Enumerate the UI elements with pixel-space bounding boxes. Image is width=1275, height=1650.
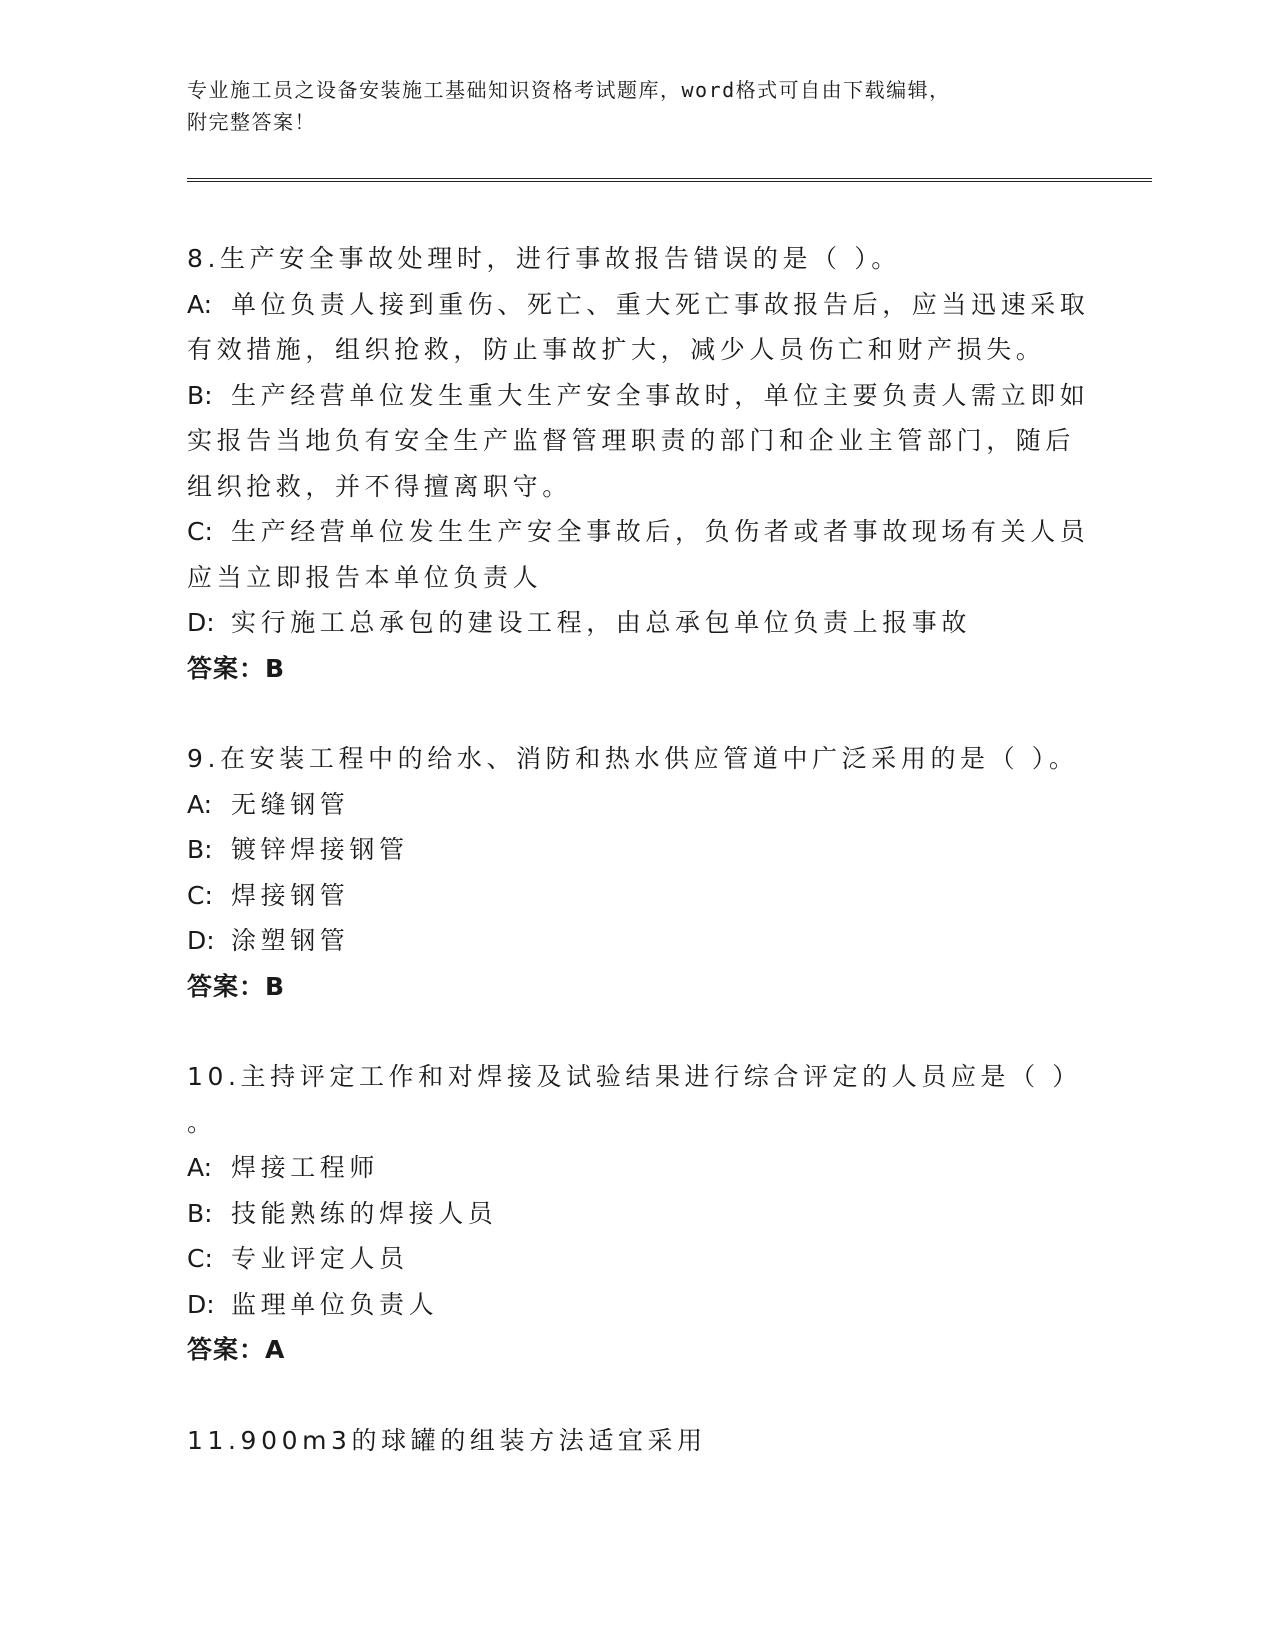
option-d — [187, 600, 1087, 646]
option-text: 专业评定人员 — [231, 1244, 409, 1273]
option-key: D: — [187, 1289, 215, 1319]
option-text: 技能熟练的焊接人员 — [231, 1198, 498, 1228]
header-divider — [187, 178, 1152, 182]
question-list — [187, 236, 1090, 1463]
option-text: 焊接钢管 — [231, 880, 350, 910]
option-b — [187, 827, 1087, 873]
option-text: 生产经营单位发生生产安全事故后，负伤者或者事故现场有关人员 — [231, 517, 1090, 546]
header-line-2: 附完整答案！ — [187, 110, 316, 134]
option-key: A: — [187, 289, 213, 319]
option-d — [187, 918, 1087, 964]
option-key: B: — [187, 1198, 213, 1228]
question-title: 8.生产安全事故处理时，进行事故报告错误的是（ ）。 — [187, 244, 901, 273]
option-d — [187, 1282, 1087, 1328]
question-9 — [187, 736, 1087, 1009]
option-text: 监理单位负责人 — [231, 1289, 439, 1319]
option-key: A: — [187, 1153, 213, 1182]
option-c-continued: 应当立即报告本单位负责人 — [187, 562, 543, 592]
option-c — [187, 509, 1090, 555]
question-gap — [187, 1009, 1087, 1054]
option-text: 生产经营单位发生重大生产安全事故时，单位主要负责人需立即如 — [231, 380, 1090, 410]
option-a — [187, 282, 1090, 328]
option-text: 单位负责人接到重伤、死亡、重大死亡事故报告后，应当迅速采取 — [231, 289, 1090, 319]
option-text: 涂塑钢管 — [231, 926, 350, 955]
question-title: 11.900m3的球罐的组装方法适宜采用 — [187, 1425, 707, 1455]
option-b — [187, 1191, 1087, 1237]
option-a — [187, 782, 1087, 828]
option-key: B: — [187, 380, 213, 410]
answer-line: 答案：B — [187, 971, 286, 1001]
option-key: C: — [187, 1244, 213, 1273]
option-key: D: — [187, 608, 215, 637]
option-c — [187, 1236, 1087, 1282]
option-key: B: — [187, 835, 213, 864]
option-key: A: — [187, 789, 213, 819]
question-gap — [187, 1373, 1087, 1418]
option-c — [187, 873, 1087, 919]
header-line-1: 专业施工员之设备安装施工基础知识资格考试题库，word格式可自由下载编辑， — [187, 78, 951, 102]
option-a-continued: 有效措施，组织抢救，防止事故扩大，减少人员伤亡和财产损失。 — [187, 335, 1046, 364]
option-b-continued: 实报告当地负有安全生产监督管理职责的部门和企业主管部门，随后 — [187, 426, 1076, 455]
question-title: 9.在安装工程中的给水、消防和热水供应管道中广泛采用的是（ ）。 — [187, 744, 1079, 773]
document-header — [187, 74, 1067, 138]
option-key: C: — [187, 880, 213, 910]
question-gap — [187, 691, 1087, 736]
answer-line: 答案：B — [187, 653, 286, 683]
answer-line: 答案：A — [187, 1335, 286, 1364]
option-text: 镀锌焊接钢管 — [231, 835, 409, 864]
question-title-continued: 。 — [187, 1107, 217, 1137]
option-a — [187, 1145, 1087, 1191]
question-title: 10.主持评定工作和对焊接及试验结果进行综合评定的人员应是（ ） — [187, 1062, 1082, 1091]
option-b — [187, 373, 1090, 419]
option-text: 焊接工程师 — [231, 1153, 380, 1182]
question-8 — [187, 236, 1090, 691]
option-key: D: — [187, 926, 215, 955]
option-text: 无缝钢管 — [231, 789, 350, 819]
option-key: C: — [187, 517, 213, 546]
question-10 — [187, 1054, 1087, 1373]
option-text: 实行施工总承包的建设工程，由总承包单位负责上报事故 — [231, 608, 972, 637]
question-11 — [187, 1418, 1087, 1464]
option-b-continued: 组织抢救，并不得擅离职守。 — [187, 471, 572, 501]
